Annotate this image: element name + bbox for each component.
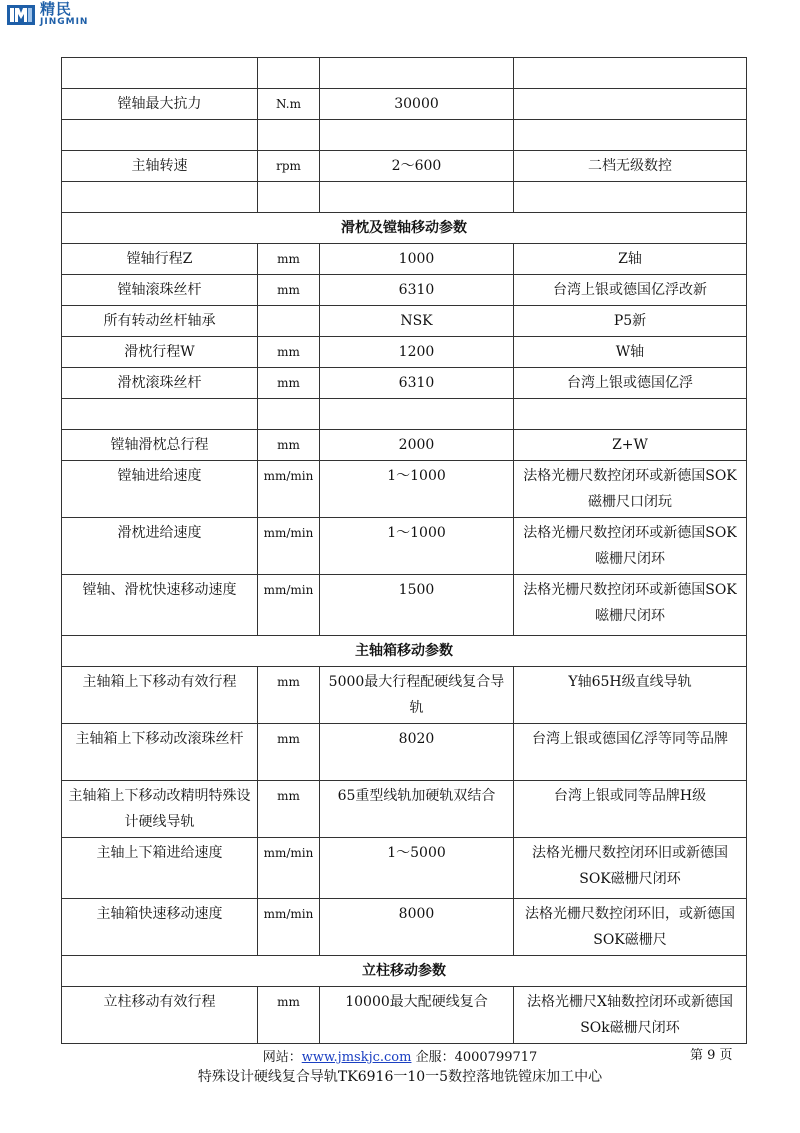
company-logo [6,2,88,27]
table-row [62,518,747,575]
remark-cell: W轴 [514,337,747,368]
table-row [62,399,747,430]
remark-cell [514,399,747,430]
table-row [62,781,747,838]
param-name-cell: 滑枕滚珠丝杆 [62,368,258,399]
unit-cell: mm [258,244,320,275]
page-number: 第 9 页 [690,1048,733,1063]
unit-cell: N.m [258,89,320,120]
param-name-cell [62,399,258,430]
value-cell [320,58,514,89]
param-name-cell: 镗轴滑枕总行程 [62,430,258,461]
unit-cell: mm [258,667,320,724]
table-row [62,306,747,337]
unit-cell: mm/min [258,461,320,518]
remark-cell: 台湾上银或德国亿浮改新 [514,275,747,306]
unit-cell: mm [258,275,320,306]
unit-cell [258,58,320,89]
remark-cell: 台湾上银或同等品牌H级 [514,781,747,838]
section-title: 主轴箱移动参数 [62,636,747,667]
value-cell: 5000最大行程配硬线复合导轨 [320,667,514,724]
value-cell: 10000最大配硬线复合 [320,987,514,1044]
value-cell: 65重型线轨加硬轨双结合 [320,781,514,838]
section-title: 立柱移动参数 [62,956,747,987]
table-row [62,838,747,899]
param-name-cell: 主轴上下箱进给速度 [62,838,258,899]
remark-cell: Y轴65H级直线导轨 [514,667,747,724]
remark-cell: 法格光栅尺数控闭环旧，或新德国SOK磁栅尺 [514,899,747,956]
unit-cell [258,306,320,337]
param-name-cell: 镗轴滚珠丝杆 [62,275,258,306]
unit-cell: mm/min [258,899,320,956]
section-title: 滑枕及镗轴移动参数 [62,213,747,244]
param-name-cell [62,182,258,213]
logo-cn-text: 精民 [40,0,73,18]
value-cell: 30000 [320,89,514,120]
param-name-cell: 主轴箱快速移动速度 [62,899,258,956]
unit-cell: mm [258,337,320,368]
value-cell: 6310 [320,368,514,399]
remark-cell: 法格光栅尺数控闭环或新德国SOK嗞栅尺闭环 [514,575,747,636]
remark-cell: 台湾上银或德国亿浮 [514,368,747,399]
site-link[interactable]: www.jmskjc.com [301,1050,412,1065]
value-cell [320,120,514,151]
value-cell: 1～1000 [320,461,514,518]
value-cell: 1～5000 [320,838,514,899]
table-row [62,89,747,120]
section-header-row [62,636,747,667]
service-phone: 企服：4000799717 [411,1050,538,1065]
table-row [62,337,747,368]
footer-title: 特殊设计硬线复合导轨TK6916一10一5数控落地铣镗床加工中心 [197,1069,603,1085]
param-name-cell: 镗轴行程Z [62,244,258,275]
value-cell: 1500 [320,575,514,636]
unit-cell: mm [258,430,320,461]
remark-cell: 法格光栅尺数控闭环旧或新德国SOK磁栅尺闭环 [514,838,747,899]
unit-cell [258,120,320,151]
unit-cell [258,399,320,430]
section-header-row [62,956,747,987]
param-name-cell: 主轴箱上下移动改精明特殊设计硬线导轨 [62,781,258,838]
table-row [62,244,747,275]
value-cell: 1000 [320,244,514,275]
unit-cell: mm/min [258,518,320,575]
remark-cell: P5新 [514,306,747,337]
param-name-cell: 主轴转速 [62,151,258,182]
logo-en-text: JINGMIN [40,17,89,27]
unit-cell: mm/min [258,575,320,636]
param-name-cell: 主轴箱上下移动有效行程 [62,667,258,724]
param-name-cell: 镗轴进给速度 [62,461,258,518]
table-row [62,368,747,399]
remark-cell: 法格光栅尺数控闭环或新德国SOK磁栅尺口闭玩 [514,461,747,518]
param-name-cell: 镗轴、滑枕快速移动速度 [62,575,258,636]
footer-contact [0,1046,800,1065]
site-label: 网站： [262,1050,302,1065]
value-cell: 1～1000 [320,518,514,575]
remark-cell: Z+W [514,430,747,461]
remark-cell [514,120,747,151]
unit-cell: mm [258,724,320,781]
section-header-row [62,213,747,244]
spec-table [61,57,747,1044]
table-row [62,667,747,724]
value-cell [320,399,514,430]
value-cell: 8020 [320,724,514,781]
jingmin-logo-icon [6,3,36,27]
remark-cell: 台湾上银或德国亿浮等同等品牌 [514,724,747,781]
value-cell: 2～600 [320,151,514,182]
table-row [62,58,747,89]
value-cell [320,182,514,213]
param-name-cell: 镗轴最大抗力 [62,89,258,120]
table-row [62,151,747,182]
table-row [62,430,747,461]
param-name-cell [62,58,258,89]
value-cell: NSK [320,306,514,337]
table-row [62,899,747,956]
remark-cell [514,89,747,120]
param-name-cell: 主轴箱上下移动改滚珠丝杆 [62,724,258,781]
unit-cell: rpm [258,151,320,182]
remark-cell [514,182,747,213]
param-name-cell: 所有转动丝杆轴承 [62,306,258,337]
unit-cell: mm [258,781,320,838]
table-row [62,724,747,781]
table-row [62,120,747,151]
unit-cell [258,182,320,213]
value-cell: 1200 [320,337,514,368]
remark-cell: Z轴 [514,244,747,275]
unit-cell: mm [258,987,320,1044]
table-row [62,987,747,1044]
remark-cell [514,58,747,89]
value-cell: 2000 [320,430,514,461]
unit-cell: mm/min [258,838,320,899]
remark-cell: 法格光栅尺数控闭环或新德国SOK嗞栅尺闭环 [514,518,747,575]
param-name-cell: 立柱移动有效行程 [62,987,258,1044]
param-name-cell [62,120,258,151]
remark-cell: 法格光栅尺X轴数控闭环或新德国SOk磁栅尺闭环 [514,987,747,1044]
table-row [62,182,747,213]
param-name-cell: 滑枕进给速度 [62,518,258,575]
value-cell: 8000 [320,899,514,956]
table-row [62,275,747,306]
remark-cell: 二档无级数控 [514,151,747,182]
unit-cell: mm [258,368,320,399]
table-row [62,461,747,518]
value-cell: 6310 [320,275,514,306]
param-name-cell: 滑枕行程W [62,337,258,368]
table-row [62,575,747,636]
